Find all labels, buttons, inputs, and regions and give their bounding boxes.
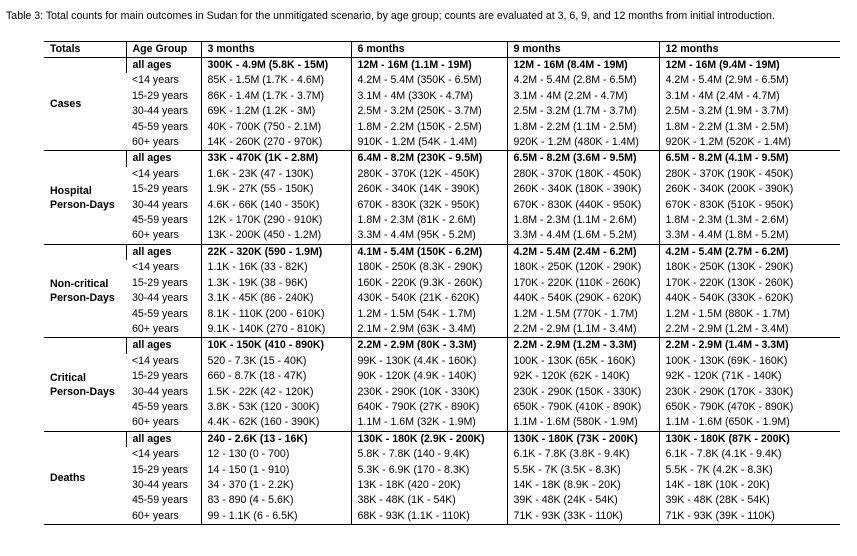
table-row [44,228,840,244]
value-cell: 12 - 130 (0 - 700) [201,447,351,462]
value-cell: 39K - 48K (24K - 54K) [507,493,659,508]
outcome-label [44,431,126,524]
value-cell: 4.2M - 5.4M (350K - 6.5M) [351,73,507,88]
value-cell: 180K - 250K (120K - 290K) [507,260,659,275]
value-cell: 90K - 120K (4.9K - 140K) [351,369,507,384]
value-cell: 5.5K - 7K (4.2K - 8.3K) [659,463,840,478]
value-cell: 3.8K - 53K (120 - 300K) [201,400,351,415]
outcome-label-line: Person-Days [50,198,115,211]
table-row [44,120,840,135]
value-cell: 1.8M - 2.3M (81K - 2.6M) [351,213,507,228]
age-group-cell: 15-29 years [132,276,188,289]
value-cell: 13K - 200K (450 - 1.2M) [201,228,351,244]
table-row [44,276,840,291]
age-group-cell: all ages [126,244,201,260]
value-cell: 3.3M - 4.4M (1.8M - 5.2M) [659,228,840,244]
value-cell: 130K - 180K (87K - 200K) [659,431,840,447]
outcome-label [44,338,126,431]
value-cell: 640K - 790K (27K - 890K) [351,400,507,415]
value-cell: 4.2M - 5.4M (2.8M - 6.5M) [507,73,659,88]
value-cell: 6.1K - 7.8K (3.8K - 9.4K) [507,447,659,462]
value-cell: 12M - 16M (9.4M - 19M) [659,58,840,74]
outcome-group [44,151,840,244]
age-group-cell: 45-59 years [132,307,188,320]
value-cell: 280K - 370K (12K - 450K) [351,167,507,182]
outcomes-table [44,41,840,525]
value-cell: 4.1M - 5.4M (150K - 6.2M) [351,244,507,260]
header-6-months: 6 months [351,42,507,58]
value-cell: 230K - 290K (150K - 330K) [507,385,659,400]
age-group-cell: 60+ years [132,322,179,335]
value-cell: 1.1M - 1.6M (32K - 1.9M) [351,415,507,431]
value-cell: 6.4M - 8.2M (230K - 9.5M) [351,151,507,167]
table-row [44,260,840,275]
value-cell: 260K - 340K (14K - 390K) [351,182,507,197]
value-cell: 12K - 170K (290 - 910K) [201,213,351,228]
value-cell: 3.1K - 45K (86 - 240K) [201,291,351,306]
value-cell: 1.5K - 22K (42 - 120K) [201,385,351,400]
value-cell: 920K - 1.2M (520K - 1.4M) [659,135,840,151]
age-group-cell: 60+ years [132,229,179,242]
table-row [44,213,840,228]
value-cell: 33K - 470K (1K - 2.8M) [201,151,351,167]
value-cell: 230K - 290K (10K - 330K) [351,385,507,400]
age-group-cell: 30-44 years [132,292,188,305]
value-cell: 99K - 130K (4.4K - 160K) [351,354,507,369]
value-cell: 1.2M - 1.5M (880K - 1.7M) [659,307,840,322]
value-cell: 280K - 370K (180K - 450K) [507,167,659,182]
value-cell: 4.2M - 5.4M (2.4M - 6.2M) [507,244,659,260]
value-cell: 68K - 93K (1.1K - 110K) [351,509,507,525]
value-cell: 14 - 150 (1 - 910) [201,463,351,478]
value-cell: 5.8K - 7.8K (140 - 9.4K) [351,447,507,462]
value-cell: 180K - 250K (8.3K - 290K) [351,260,507,275]
age-group-cell: 60+ years [132,416,179,429]
age-group-cell: <14 years [132,354,179,367]
value-cell: 1.8M - 2.2M (150K - 2.5M) [351,120,507,135]
table-row [44,307,840,322]
table-row [44,463,840,478]
table-caption: Table 3: Total counts for main outcomes in Sudan for the unmitigated scenario, by age group; counts are evaluated at 3, 6, 9, and 12 months from initial introduction. [6,10,775,22]
table-header [44,42,840,58]
value-cell: 2.2M - 2.9M (1.1M - 3.4M) [507,322,659,338]
value-cell: 2.5M - 3.2M (1.9M - 3.7M) [659,104,840,119]
value-cell: 1.2M - 1.5M (770K - 1.7M) [507,307,659,322]
value-cell: 430K - 540K (21K - 620K) [351,291,507,306]
value-cell: 670K - 830K (440K - 950K) [507,198,659,213]
table-row [44,182,840,197]
value-cell: 100K - 130K (65K - 160K) [507,354,659,369]
table-row [44,478,840,493]
value-cell: 6.5M - 8.2M (3.6M - 9.5M) [507,151,659,167]
age-group-cell: 30-44 years [132,385,188,398]
value-cell: 83 - 890 (4 - 5.6K) [201,493,351,508]
value-cell: 520 - 7.3K (15 - 40K) [201,354,351,369]
value-cell: 260K - 340K (200K - 390K) [659,182,840,197]
value-cell: 71K - 93K (39K - 110K) [659,509,840,525]
outcome-group [44,58,840,151]
value-cell: 1.8M - 2.3M (1.3M - 2.6M) [659,213,840,228]
value-cell: 170K - 220K (130K - 260K) [659,276,840,291]
value-cell: 69K - 1.2M (1.2K - 3M) [201,104,351,119]
header-totals: Totals [44,42,126,58]
value-cell: 910K - 1.2M (54K - 1.4M) [351,135,507,151]
age-group-cell: all ages [126,431,201,447]
value-cell: 230K - 290K (170K - 330K) [659,385,840,400]
age-group-cell: <14 years [132,167,179,180]
value-cell: 12M - 16M (1.1M - 19M) [351,58,507,74]
value-cell: 650K - 790K (410K - 890K) [507,400,659,415]
age-group-cell: <14 years [132,448,179,461]
table-row [44,447,840,462]
age-group-cell: 15-29 years [132,463,188,476]
value-cell: 2.2M - 2.9M (1.4M - 3.3M) [659,338,840,354]
value-cell: 99 - 1.1K (6 - 6.5K) [201,509,351,525]
value-cell: 38K - 48K (1K - 54K) [351,493,507,508]
outcome-label [44,244,126,337]
value-cell: 1.8M - 2.2M (1.3M - 2.5M) [659,120,840,135]
age-group-cell: 30-44 years [132,478,188,491]
value-cell: 440K - 540K (330K - 620K) [659,291,840,306]
outcome-label-line: Cases [50,98,82,111]
outcome-label-line: Person-Days [50,292,115,305]
value-cell: 160K - 220K (9.3K - 260K) [351,276,507,291]
value-cell: 5.3K - 6.9K (170 - 8.3K) [351,463,507,478]
table-row [44,58,840,74]
header-9-months: 9 months [507,42,659,58]
value-cell: 1.1M - 1.6M (650K - 1.9M) [659,415,840,431]
age-group-cell: 60+ years [132,509,179,522]
value-cell: 40K - 700K (750 - 2.1M) [201,120,351,135]
value-cell: 10K - 150K (410 - 890K) [201,338,351,354]
table-row [44,167,840,182]
outcome-label-line: Critical [50,371,86,384]
table-row [44,104,840,119]
value-cell: 4.6K - 66K (140 - 350K) [201,198,351,213]
age-group-cell: <14 years [132,261,179,274]
outcome-group [44,431,840,524]
value-cell: 12M - 16M (8.4M - 19M) [507,58,659,74]
value-cell: 100K - 130K (69K - 160K) [659,354,840,369]
value-cell: 9.1K - 140K (270 - 810K) [201,322,351,338]
value-cell: 13K - 18K (420 - 20K) [351,478,507,493]
value-cell: 670K - 830K (32K - 950K) [351,198,507,213]
table-row [44,291,840,306]
value-cell: 3.3M - 4.4M (95K - 5.2M) [351,228,507,244]
value-cell: 2.2M - 2.9M (1.2M - 3.4M) [659,322,840,338]
value-cell: 6.5M - 8.2M (4.1M - 9.5M) [659,151,840,167]
value-cell: 2.5M - 3.2M (250K - 3.7M) [351,104,507,119]
value-cell: 1.2M - 1.5M (54K - 1.7M) [351,307,507,322]
age-group-cell: <14 years [132,74,179,87]
value-cell: 920K - 1.2M (480K - 1.4M) [507,135,659,151]
value-cell: 92K - 120K (71K - 140K) [659,369,840,384]
value-cell: 14K - 18K (8.9K - 20K) [507,478,659,493]
value-cell: 6.1K - 7.8K (4.1K - 9.4K) [659,447,840,462]
table-row [44,73,840,88]
value-cell: 440K - 540K (290K - 620K) [507,291,659,306]
outcome-label-line: Person-Days [50,385,115,398]
value-cell: 4.2M - 5.4M (2.7M - 6.2M) [659,244,840,260]
age-group-cell: 45-59 years [132,400,188,413]
value-cell: 92K - 120K (62K - 140K) [507,369,659,384]
value-cell: 180K - 250K (130K - 290K) [659,260,840,275]
value-cell: 240 - 2.6K (13 - 16K) [201,431,351,447]
value-cell: 3.1M - 4M (330K - 4.7M) [351,89,507,104]
age-group-cell: 30-44 years [132,198,188,211]
header-12-months: 12 months [659,42,840,58]
table-row [44,493,840,508]
value-cell: 5.5K - 7K (3.5K - 8.3K) [507,463,659,478]
value-cell: 300K - 4.9M (5.8K - 15M) [201,58,351,74]
age-group-cell: all ages [126,151,201,167]
table-row [44,385,840,400]
outcome-label-line: Non-critical [50,278,109,291]
table-row [44,400,840,415]
value-cell: 1.8M - 2.3M (1.1M - 2.6M) [507,213,659,228]
value-cell: 14K - 260K (270 - 970K) [201,135,351,151]
header-row [44,42,840,58]
table-row [44,415,840,431]
table-row [44,151,840,167]
outcome-group [44,244,840,337]
value-cell: 1.1M - 1.6M (580K - 1.9M) [507,415,659,431]
value-cell: 22K - 320K (590 - 1.9M) [201,244,351,260]
header-age-group: Age Group [126,42,201,58]
value-cell: 130K - 180K (2.9K - 200K) [351,431,507,447]
value-cell: 8.1K - 110K (200 - 610K) [201,307,351,322]
table-row [44,369,840,384]
value-cell: 3.1M - 4M (2.4M - 4.7M) [659,89,840,104]
value-cell: 2.5M - 3.2M (1.7M - 3.7M) [507,104,659,119]
value-cell: 4.2M - 5.4M (2.9M - 6.5M) [659,73,840,88]
value-cell: 660 - 8.7K (18 - 47K) [201,369,351,384]
value-cell: 2.2M - 2.9M (80K - 3.3M) [351,338,507,354]
age-group-cell: 30-44 years [132,105,188,118]
value-cell: 1.6K - 23K (47 - 130K) [201,167,351,182]
value-cell: 1.3K - 19K (38 - 96K) [201,276,351,291]
value-cell: 34 - 370 (1 - 2.2K) [201,478,351,493]
outcome-label [44,151,126,244]
value-cell: 2.1M - 2.9M (63K - 3.4M) [351,322,507,338]
table-row [44,89,840,104]
header-3-months: 3 months [201,42,351,58]
table-row [44,431,840,447]
outcome-group [44,338,840,431]
value-cell: 85K - 1.5M (1.7K - 4.6M) [201,73,351,88]
value-cell: 86K - 1.4M (1.7K - 3.7M) [201,89,351,104]
table-row [44,198,840,213]
value-cell: 1.8M - 2.2M (1.1M - 2.5M) [507,120,659,135]
value-cell: 3.1M - 4M (2.2M - 4.7M) [507,89,659,104]
value-cell: 280K - 370K (190K - 450K) [659,167,840,182]
value-cell: 71K - 93K (33K - 110K) [507,509,659,525]
age-group-cell: all ages [126,338,201,354]
value-cell: 4.4K - 62K (160 - 390K) [201,415,351,431]
age-group-cell: 15-29 years [132,370,188,383]
age-group-cell: 60+ years [132,136,179,149]
value-cell: 2.2M - 2.9M (1.2M - 3.3M) [507,338,659,354]
value-cell: 260K - 340K (180K - 390K) [507,182,659,197]
value-cell: 670K - 830K (510K - 950K) [659,198,840,213]
age-group-cell: all ages [126,58,201,74]
value-cell: 3.3M - 4.4M (1.6M - 5.2M) [507,228,659,244]
table-row [44,244,840,260]
table-row [44,354,840,369]
value-cell: 1.9K - 27K (55 - 150K) [201,182,351,197]
age-group-cell: 15-29 years [132,89,188,102]
outcome-label [44,58,126,151]
age-group-cell: 45-59 years [132,120,188,133]
value-cell: 650K - 790K (470K - 890K) [659,400,840,415]
table-row [44,322,840,338]
outcome-label-line: Deaths [50,471,86,484]
outcome-label-line: Hospital [50,184,92,197]
table-row [44,135,840,151]
age-group-cell: 15-29 years [132,183,188,196]
table-row [44,509,840,525]
value-cell: 14K - 18K (10K - 20K) [659,478,840,493]
value-cell: 39K - 48K (28K - 54K) [659,493,840,508]
table-row [44,338,840,354]
value-cell: 170K - 220K (110K - 260K) [507,276,659,291]
age-group-cell: 45-59 years [132,214,188,227]
value-cell: 130K - 180K (73K - 200K) [507,431,659,447]
value-cell: 1.1K - 16K (33 - 82K) [201,260,351,275]
age-group-cell: 45-59 years [132,494,188,507]
